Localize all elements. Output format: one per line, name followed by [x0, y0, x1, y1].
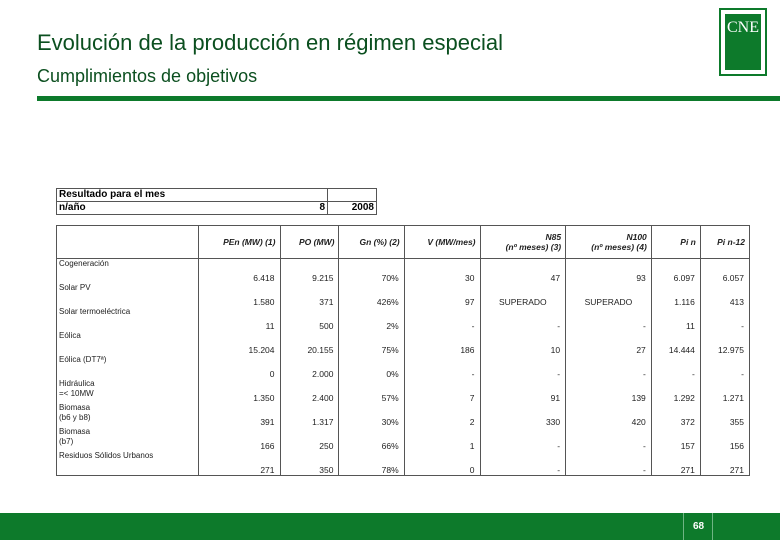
row-label: Solar PV — [57, 283, 199, 307]
table-cell: - — [480, 355, 566, 379]
table-row — [57, 379, 750, 403]
header-n85: N85 (nº meses) (3) — [480, 226, 566, 259]
header-po: PO (MW) — [280, 226, 339, 259]
table-cell: SUPERADO — [480, 283, 566, 307]
table-cell: 156 — [700, 427, 749, 451]
table-cell: 271 — [700, 451, 749, 476]
table-cell: 1.317 — [280, 403, 339, 427]
table-cell: 0 — [199, 355, 281, 379]
header-gn: Gn (%) (2) — [339, 226, 404, 259]
table-cell: 372 — [651, 403, 700, 427]
page-number: 68 — [693, 521, 705, 532]
table-row — [57, 355, 750, 379]
table-cell: 1.580 — [199, 283, 281, 307]
table-cell: 97 — [404, 283, 480, 307]
table-cell: 139 — [566, 379, 652, 403]
table-cell: 350 — [280, 451, 339, 476]
page-title: Evolución de la producción en régimen especial — [37, 30, 503, 55]
table-cell: 1.271 — [700, 379, 749, 403]
header-v: V (MW/mes) — [404, 226, 480, 259]
table-cell: 271 — [651, 451, 700, 476]
row-label: Cogeneración — [57, 259, 199, 284]
table-cell: - — [566, 355, 652, 379]
table-cell: 166 — [199, 427, 281, 451]
table-cell: 10 — [480, 331, 566, 355]
header-n100: N100 (nº meses) (4) — [566, 226, 652, 259]
table-cell: - — [480, 307, 566, 331]
table-cell: 500 — [280, 307, 339, 331]
logo-text: CNE — [725, 14, 761, 70]
table-cell: 12.975 — [700, 331, 749, 355]
row-label: Eólica — [57, 331, 199, 355]
table-cell: - — [404, 307, 480, 331]
table-cell: 330 — [480, 403, 566, 427]
table-cell: 2.400 — [280, 379, 339, 403]
table-cell: 271 — [199, 451, 281, 476]
table-cell: 2% — [339, 307, 404, 331]
header-pen: PEn (MW) (1) — [199, 226, 281, 259]
table-row — [57, 283, 750, 307]
table-cell: 27 — [566, 331, 652, 355]
table-row — [57, 403, 750, 427]
table-cell: - — [404, 355, 480, 379]
table-cell: 2 — [404, 403, 480, 427]
result-label: Resultado para el mes — [57, 189, 328, 202]
table-cell: 30% — [339, 403, 404, 427]
table-cell: SUPERADO — [566, 283, 652, 307]
table-cell: 186 — [404, 331, 480, 355]
table-row — [57, 427, 750, 451]
row-label: Residuos Sólidos Urbanos — [57, 451, 199, 476]
table-cell: - — [566, 427, 652, 451]
table-row — [57, 307, 750, 331]
row-label: Hidráulica =< 10MW — [57, 379, 199, 403]
table-cell: - — [480, 451, 566, 476]
cne-logo — [719, 8, 767, 76]
table-row — [57, 331, 750, 355]
table-cell: 11 — [199, 307, 281, 331]
table-cell: 1.292 — [651, 379, 700, 403]
table-cell: 1.350 — [199, 379, 281, 403]
period-label: n/año — [59, 202, 86, 213]
row-label: Biomasa (b6 y b8) — [57, 403, 199, 427]
table-cell: - — [480, 427, 566, 451]
table-cell: 371 — [280, 283, 339, 307]
objectives-table — [56, 225, 750, 476]
table-cell: 93 — [566, 259, 652, 284]
table-cell: 70% — [339, 259, 404, 284]
table-cell: 6.418 — [199, 259, 281, 284]
table-cell: 57% — [339, 379, 404, 403]
table-cell: 420 — [566, 403, 652, 427]
row-label: Solar termoeléctrica — [57, 307, 199, 331]
table-cell: 91 — [480, 379, 566, 403]
footer-bar — [0, 513, 780, 540]
table-header-row — [57, 226, 750, 259]
table-cell: 1.116 — [651, 283, 700, 307]
result-spacer — [328, 189, 377, 202]
table-cell: 250 — [280, 427, 339, 451]
header-empty — [57, 226, 199, 259]
table-cell: - — [566, 307, 652, 331]
table-cell: 157 — [651, 427, 700, 451]
table-cell: 355 — [700, 403, 749, 427]
result-period-box — [56, 188, 377, 215]
row-label: Eólica (DT7ª) — [57, 355, 199, 379]
table-cell: - — [700, 355, 749, 379]
table-cell: - — [651, 355, 700, 379]
table-cell: - — [566, 451, 652, 476]
table-row — [57, 451, 750, 476]
header-pin: Pi n — [651, 226, 700, 259]
period-month: 8 — [319, 202, 325, 213]
table-cell: 6.057 — [700, 259, 749, 284]
table-cell: 426% — [339, 283, 404, 307]
title-divider — [37, 96, 780, 101]
header-pin12: Pi n-12 — [700, 226, 749, 259]
table-cell: 75% — [339, 331, 404, 355]
table-cell: - — [700, 307, 749, 331]
table-cell: 7 — [404, 379, 480, 403]
table-cell: 47 — [480, 259, 566, 284]
table-cell: 14.444 — [651, 331, 700, 355]
table-cell: 1 — [404, 427, 480, 451]
period-year: 2008 — [328, 202, 377, 215]
period-cell — [57, 202, 328, 215]
row-label: Biomasa (b7) — [57, 427, 199, 451]
table-cell: 413 — [700, 283, 749, 307]
table-cell: 0 — [404, 451, 480, 476]
table-cell: 2.000 — [280, 355, 339, 379]
table-cell: 0% — [339, 355, 404, 379]
table-row — [57, 259, 750, 284]
table-cell: 20.155 — [280, 331, 339, 355]
table-cell: 78% — [339, 451, 404, 476]
page-subtitle: Cumplimientos de objetivos — [37, 66, 258, 86]
table-cell: 391 — [199, 403, 281, 427]
table-cell: 6.097 — [651, 259, 700, 284]
table-cell: 30 — [404, 259, 480, 284]
table-cell: 15.204 — [199, 331, 281, 355]
table-cell: 66% — [339, 427, 404, 451]
table-cell: 11 — [651, 307, 700, 331]
table-cell: 9.215 — [280, 259, 339, 284]
